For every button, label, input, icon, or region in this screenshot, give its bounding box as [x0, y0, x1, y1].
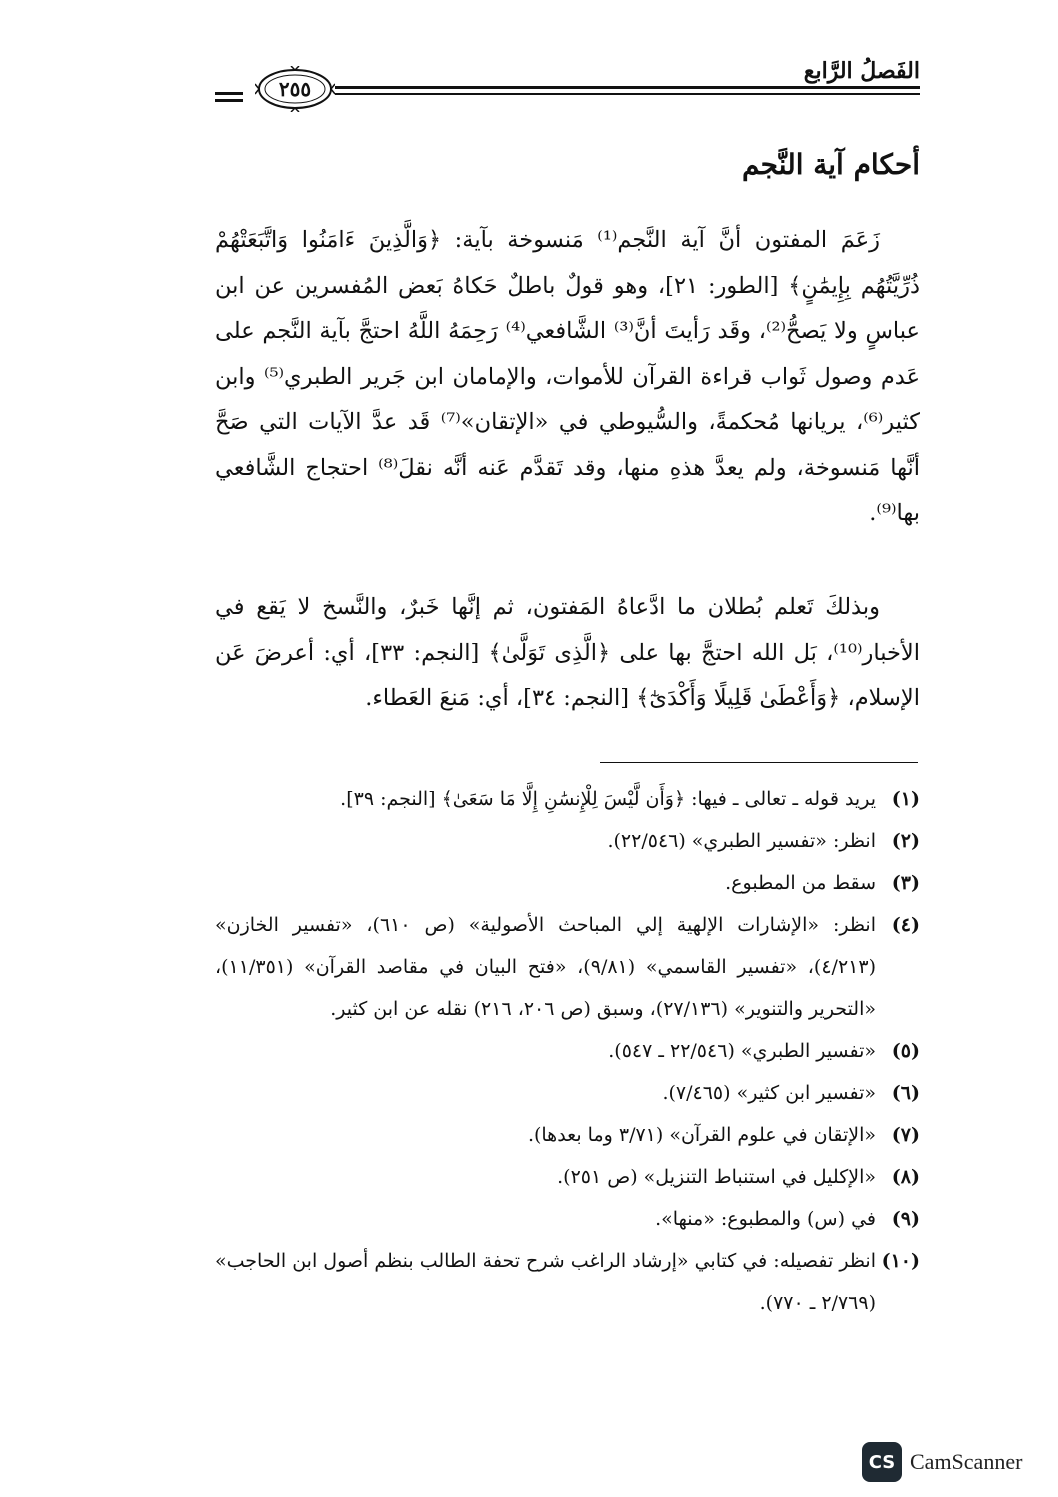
- footnote: [215, 820, 920, 862]
- footnote-text: انظر تفصيله: في كتابي «إرشاد الراغب شرح تحفة الطالب بنظم أصول ابن الحاجب» (٢/٧٦٩ ـ ٧٧٠).: [215, 1250, 876, 1314]
- footnote-separator: [600, 762, 918, 763]
- footnote-number: (٨): [891, 1166, 920, 1188]
- footnote-number: (٦): [891, 1082, 920, 1104]
- footnote: [215, 1156, 920, 1198]
- footnote: [215, 778, 920, 820]
- footnote-number: (١٠): [881, 1250, 920, 1272]
- footnote: [215, 904, 920, 1030]
- header-rule: [335, 86, 920, 89]
- header-rule-short: [215, 99, 243, 102]
- footnote-number: (٩): [891, 1208, 920, 1230]
- footnote: [215, 1240, 920, 1324]
- footnote: [215, 1114, 920, 1156]
- footnote-text: يريد قوله ـ تعالى ـ فيها: ﴿وَأَن لَّيْسَ لِلْإِنسَٰنِ إِلَّا مَا سَعَىٰ﴾ [النجم: ٣٩].: [340, 788, 876, 810]
- page-number: ٢٥٥: [278, 77, 312, 101]
- section-title: أحكام آية النَّجم: [742, 148, 920, 181]
- footnote: [215, 1198, 920, 1240]
- camscanner-watermark: [862, 1440, 1044, 1484]
- footnote-text: «تفسير ابن كثير» (٧/٤٦٥).: [662, 1082, 876, 1104]
- page-number-ornament: [255, 66, 335, 112]
- header-rule-short: [215, 92, 243, 95]
- chapter-title: الفَصلُ الرَّابع: [803, 58, 920, 84]
- footnote: [215, 1072, 920, 1114]
- paragraph-text: وبذلكَ تَعلم بُطلان ما ادَّعاهُ المَفتون، ثم إنَّها خَبرٌ، والنَّسخ لا يَقع في الأخبار⁽¹⁰⁾، بَل الله احتجَّ بها على ﴿الَّذِى تَوَلَّىٰ﴾ [النجم: ٣٣]، أي: أعرضَ عَن الإسلام، ﴿وَأَعْطَىٰ قَلِيلًا وَأَكْدَىٰٓ﴾ [النجم: ٣٤]، أي: مَنعَ العَطاء.: [215, 594, 920, 711]
- footnote-number: (١): [891, 788, 920, 810]
- page-header: [215, 52, 920, 124]
- footnote: [215, 1030, 920, 1072]
- footnotes: [215, 778, 920, 1324]
- footnote-number: (٥): [891, 1040, 920, 1062]
- footnote: [215, 862, 920, 904]
- body-paragraph: [215, 585, 920, 722]
- footnote-text: «الإتقان في علوم القرآن» (٣/٧١ وما بعدها).: [527, 1124, 876, 1146]
- footnote-text: في (س) والمطبوع: «منها».: [655, 1208, 876, 1230]
- camscanner-name: CamScanner: [910, 1449, 1023, 1474]
- footnote-number: (٢): [891, 830, 920, 852]
- footnote-number: (٣): [891, 872, 920, 894]
- footnote-number: (٤): [891, 914, 920, 936]
- footnote-number: (٧): [891, 1124, 920, 1146]
- camscanner-logo-icon: CS: [862, 1442, 902, 1482]
- body-paragraph: [215, 218, 920, 537]
- footnote-text: سقط من المطبوع.: [725, 872, 876, 894]
- footnote-text: «تفسير الطبري» (٢٢/٥٤٦ ـ ٥٤٧).: [608, 1040, 876, 1062]
- footnote-text: انظر: «الإشارات الإلهية إلي المباحث الأصولية» (ص ٦١٠)، «تفسير الخازن» (٤/٢١٣)، «تفسير القاسمي» (٩/٨١)، «فتح البيان في مقاصد القرآن» (١١/٣٥١)، «التحرير والتنوير» (٢٧/١٣٦)، وسبق (ص ٢٠٦، ٢١٦) نقله عن ابن كثير.: [215, 914, 876, 1020]
- footnote-text: انظر: «تفسير الطبري» (٢٢/٥٤٦).: [607, 830, 876, 852]
- paragraph-text: زَعَمَ المفتون أنَّ آية النَّجم⁽¹⁾ مَنسوخة بآية: ﴿وَالَّذِينَ ءَامَنُوا وَاتَّبَعَتْهُمْ ذُرِّيَّتُهُم بِإِيمَٰنٍ﴾ [الطور: ٢١]، وهو قولٌ باطلٌ حَكاهُ بَعض المُفسرين عن ابن عباسٍ ولا يَصحُّ⁽²⁾، وقَد رَأيتَ أنَّ⁽³⁾ الشَّافعي⁽⁴⁾ رَحِمَهُ اللَّهُ احتجَّ بآية النَّجم على عَدم وصول ثَواب قراءة القرآن للأموات، والإمامان ابن جَرير الطبري⁽⁵⁾ وابن كثير⁽⁶⁾، يريانها مُحكمةً، والسُّيوطي في «الإتقان»⁽⁷⁾ قَد عدَّ الآيات التي صَحَّ أنَّها مَنسوخة، ولم يعدَّ هذهِ منها، وقد تَقدَّم عَنه أنَّه نقلَ⁽⁸⁾ احتجاج الشَّافعي بها⁽⁹⁾.: [215, 227, 921, 526]
- footnote-text: «الإكليل في استنباط التنزيل» (ص ٢٥١).: [557, 1166, 876, 1188]
- header-rule: [335, 93, 920, 95]
